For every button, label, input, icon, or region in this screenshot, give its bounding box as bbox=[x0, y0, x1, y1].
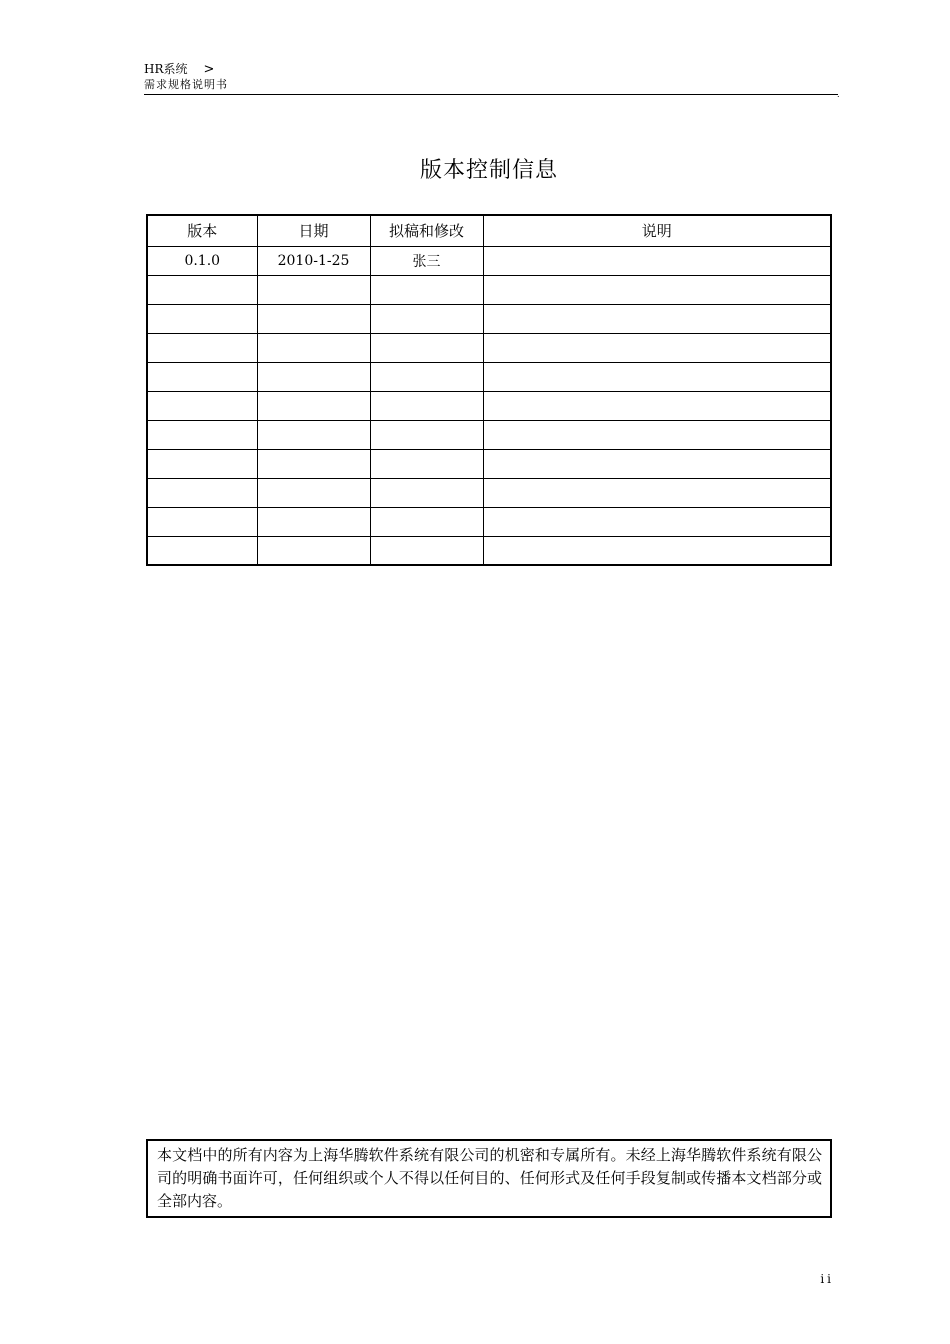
header-product-name: HR系统 bbox=[144, 62, 188, 76]
cell-author bbox=[370, 362, 483, 391]
column-header-author: 拟稿和修改 bbox=[370, 215, 483, 246]
cell-description bbox=[483, 333, 831, 362]
column-header-description: 说明 bbox=[483, 215, 831, 246]
page-header bbox=[144, 60, 840, 92]
cell-author bbox=[370, 507, 483, 536]
cell-description bbox=[483, 449, 831, 478]
cell-version bbox=[147, 536, 257, 565]
header-rule-tick: . bbox=[837, 90, 840, 99]
cell-author bbox=[370, 449, 483, 478]
cell-description bbox=[483, 391, 831, 420]
cell-date bbox=[257, 478, 370, 507]
cell-description bbox=[483, 478, 831, 507]
cell-description bbox=[483, 362, 831, 391]
cell-date bbox=[257, 507, 370, 536]
cell-version bbox=[147, 304, 257, 333]
table-row bbox=[147, 275, 831, 304]
cell-date bbox=[257, 362, 370, 391]
cell-version bbox=[147, 449, 257, 478]
cell-date: 2010-1-25 bbox=[257, 246, 370, 275]
cell-author bbox=[370, 304, 483, 333]
cell-author bbox=[370, 478, 483, 507]
version-control-table bbox=[146, 214, 832, 566]
table-row bbox=[147, 304, 831, 333]
cell-version bbox=[147, 420, 257, 449]
table-row bbox=[147, 420, 831, 449]
cell-description bbox=[483, 420, 831, 449]
cell-date bbox=[257, 449, 370, 478]
cell-description bbox=[483, 304, 831, 333]
cell-author bbox=[370, 275, 483, 304]
cell-description bbox=[483, 275, 831, 304]
page-title: 版本控制信息 bbox=[419, 158, 558, 183]
table-row bbox=[147, 536, 831, 565]
header-document-subtitle: 需求规格说明书 bbox=[144, 78, 228, 91]
cell-version bbox=[147, 391, 257, 420]
table-header-row bbox=[147, 215, 831, 246]
cell-version bbox=[147, 362, 257, 391]
table-row bbox=[147, 449, 831, 478]
cell-description bbox=[483, 246, 831, 275]
table-row bbox=[147, 478, 831, 507]
table-row bbox=[147, 362, 831, 391]
header-product-line bbox=[144, 60, 840, 78]
chevron-right-icon: > bbox=[203, 62, 215, 77]
column-header-version: 版本 bbox=[147, 215, 257, 246]
cell-version bbox=[147, 275, 257, 304]
table-row bbox=[147, 507, 831, 536]
table-row bbox=[147, 333, 831, 362]
header-divider bbox=[144, 94, 838, 95]
cell-author bbox=[370, 536, 483, 565]
cell-version bbox=[147, 478, 257, 507]
cell-date bbox=[257, 391, 370, 420]
page-number: ii bbox=[820, 1272, 834, 1286]
cell-date bbox=[257, 420, 370, 449]
cell-version bbox=[147, 507, 257, 536]
cell-author bbox=[370, 391, 483, 420]
cell-author bbox=[370, 333, 483, 362]
cell-date bbox=[257, 333, 370, 362]
cell-description bbox=[483, 507, 831, 536]
cell-date bbox=[257, 304, 370, 333]
table-row bbox=[147, 246, 831, 275]
cell-author: 张三 bbox=[370, 246, 483, 275]
cell-author bbox=[370, 420, 483, 449]
cell-description bbox=[483, 536, 831, 565]
cell-date bbox=[257, 275, 370, 304]
table-row bbox=[147, 391, 831, 420]
cell-date bbox=[257, 536, 370, 565]
column-header-date: 日期 bbox=[257, 215, 370, 246]
cell-version bbox=[147, 333, 257, 362]
cell-version: 0.1.0 bbox=[147, 246, 257, 275]
confidentiality-notice: 本文档中的所有内容为上海华腾软件系统有限公司的机密和专属所有。未经上海华腾软件系统有限公司的明确书面许可，任何组织或个人不得以任何目的、任何形式及任何手段复制或传播本文档部分或全部内容。 bbox=[146, 1139, 832, 1218]
